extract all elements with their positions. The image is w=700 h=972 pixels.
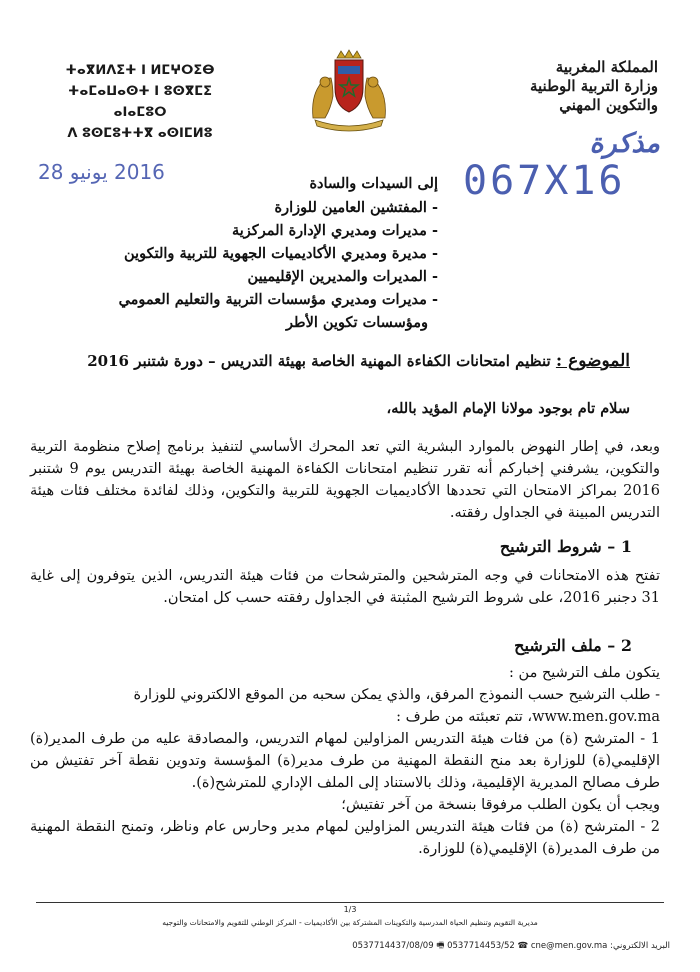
ministry-line-3: والتكوين المهني bbox=[559, 96, 658, 114]
fax-number: 0537714437/08/09 bbox=[352, 941, 434, 951]
ministry-line-1: المملكة المغربية bbox=[555, 58, 658, 76]
recipient-item: - المديرات والمديرين الإقليميين bbox=[38, 265, 438, 288]
recipient-continuation: ومؤسسات تكوين الأطر bbox=[286, 314, 428, 331]
item-1-note: ويجب أن يكون الطلب مرفوقا بنسخة من آخر تفتيش؛ bbox=[341, 797, 660, 813]
intro-paragraph: وبعد، في إطار النهوض بالموارد البشرية التي تعد المحرك الأساسي لتنفيذ برنامج إصلاح منظومة التربية والتكوين، يشرفني إخباركم أنه تقرر تنظيم امتحانات الكفاءة المهنية الخاصة بهيئة التدريس يوم 9 شتنبر 2016 بمراكز الامتحان التي تحددها الأكاديميات الجهوية للتربية والتكوين، وذلك لفائدة مختلف فئات هيئة التدريس المبينة في الجداول رفقته. bbox=[30, 439, 660, 521]
ministry-line-2: وزارة التربية الوطنية bbox=[529, 77, 658, 95]
recipient-item: - مديرات ومديري مؤسسات التربية والتعليم العمومي bbox=[38, 288, 438, 311]
recipients-intro: إلى السيدات والسادة bbox=[309, 175, 438, 192]
email-label: البريد الالكتروني: bbox=[610, 941, 670, 951]
fax-icon: 🖷 bbox=[436, 941, 445, 951]
date-stamp: 2016 يونيو 28 bbox=[38, 160, 165, 184]
footer-divider bbox=[36, 902, 664, 903]
recipient-item: - المفتشين العامين للوزارة bbox=[38, 196, 438, 219]
coat-of-arms-icon bbox=[305, 48, 393, 132]
phone-icon: ☎ bbox=[517, 941, 529, 951]
subject-line bbox=[70, 351, 630, 371]
salutation: سلام تام بوجود مولانا الإمام المؤيد بالله، bbox=[386, 400, 630, 417]
recipient-item: - مديرة ومديري الأكاديميات الجهوية للتربية والتكوين bbox=[38, 242, 438, 265]
recipient-item: - مديرات ومديري الإدارة المركزية bbox=[38, 219, 438, 242]
recipients-block bbox=[38, 172, 438, 334]
phone-number: 0537714453/52 bbox=[447, 941, 515, 951]
form-line: - طلب الترشيح حسب النموذج المرفق، والذي يمكن سحبه من الموقع الالكتروني للوزارة bbox=[133, 687, 660, 703]
memo-number: 067X16 bbox=[463, 158, 626, 204]
url-suffix: ، تتم تعبئته من طرف : bbox=[396, 709, 533, 725]
item-1: 1 - المترشح (ة) من فئات هيئة التدريس المزاولين لمهام التدريس، والمصادقة عليه من طرف المدير(ة) الإقليمي(ة) للوزارة بعد منح النقطة المهنية من طرف مدير(ة) المؤسسة وتدوين نقطة آخر تفتيش من طرف مصالح المديرية الإقليمية، وذلك بالاستناد إلى الملف الإداري للمترشح(ة). bbox=[30, 731, 660, 791]
email-link[interactable]: cne@men.gov.ma bbox=[530, 941, 608, 951]
subject-label: الموضوع : bbox=[555, 351, 630, 371]
tifinagh-line-2: ⵜⴰⵎⴰⵡⴰⵙⵜ ⵏ ⵓⵙⴳⵎⵉ ⴰⵏⴰⵎⵓⵔ bbox=[67, 84, 213, 120]
memo-label: مذكرة bbox=[589, 128, 660, 159]
footer-organization: مديرية التقويم وتنظيم الحياة المدرسية والتكوينات المشتركة بين الأكاديميات - المركز الوطني للتقويم والامتحانات والتوجيه bbox=[162, 918, 538, 927]
subject-text: تنظيم امتحانات الكفاءة المهنية الخاصة بهيئة التدريس – دورة شتنبر 2016 bbox=[87, 352, 551, 370]
section-1-heading: 1 – شروط الترشيح bbox=[499, 537, 632, 556]
section-2-body bbox=[30, 662, 660, 860]
footer-contact bbox=[30, 940, 670, 954]
tifinagh-line-3: ⴷ ⵓⵙⵎⵓⵜⵜⴳ ⴰⵙⵏⵎⵍⵓ bbox=[67, 126, 213, 141]
page-number: 1/3 bbox=[343, 905, 357, 914]
ministry-name-tifinagh bbox=[40, 60, 240, 144]
ministry-url: www.men.gov.ma bbox=[532, 709, 660, 725]
ministry-name bbox=[473, 58, 658, 115]
item-2: 2 - المترشح (ة) من فئات هيئة التدريس المزاولين لمهام مدير وحارس عام وناظر، وتمنح النقطة المهنية من طرف المدير(ة) الإقليمي(ة) للوزارة. bbox=[30, 819, 660, 857]
url-line bbox=[30, 706, 660, 728]
section-2-heading: 2 – ملف الترشيح bbox=[514, 636, 632, 655]
tifinagh-line-1: ⵜⴰⴳⵍⴷⵉⵜ ⵏ ⵍⵎⵖⵔⵉⴱ bbox=[65, 63, 215, 78]
section-1-text: تفتح هذه الامتحانات في وجه المترشحين والمترشحات من فئات هيئة التدريس، الذين يتوفرون إلى غاية 31 دجنبر 2016، على شروط الترشيح المثبتة في الجداول رفقته حسب كل امتحان. bbox=[30, 568, 660, 606]
section-2-intro: يتكون ملف الترشيح من : bbox=[509, 665, 660, 681]
